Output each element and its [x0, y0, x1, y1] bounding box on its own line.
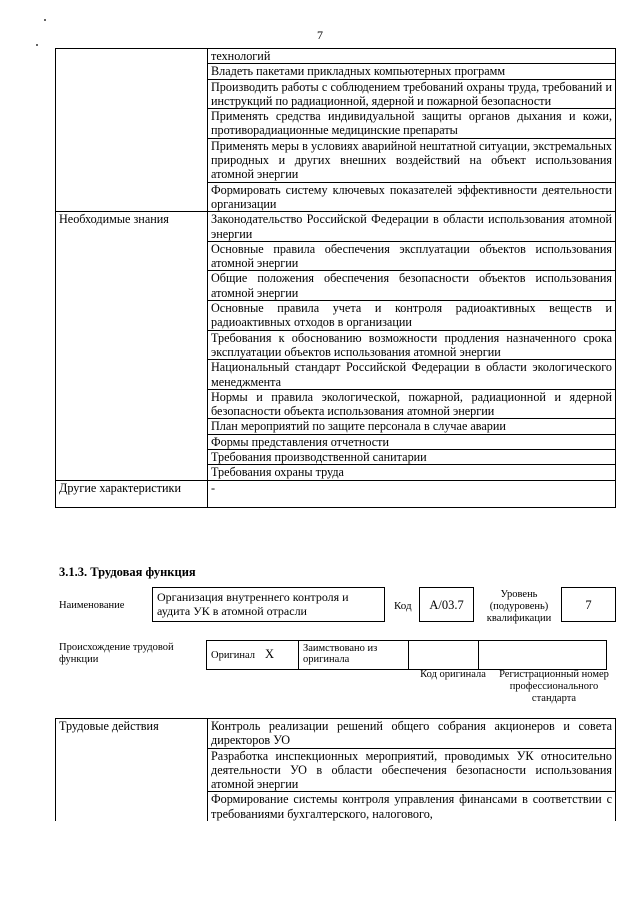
skill-item: Применять средства индивидуальной защиты органов дыхания и кожи, противорадиационные медицинские препараты: [208, 109, 616, 139]
knowledge-item: Общие положения обеспечения безопасности объектов использования атомной энергии: [208, 271, 616, 301]
skill-item: Производить работы с соблюдением требований охраны труда, требований и инструкций по радиационной, ядерной и пожарной безопасности: [208, 79, 616, 109]
action-item: Контроль реализации решений общего собрания акционеров и совета директоров УО: [208, 719, 616, 749]
knowledge-item: Требования производственной санитарии: [208, 450, 616, 465]
labor-actions-table: [55, 718, 616, 821]
borrowed-label: Заимствовано из оригинала: [299, 641, 409, 670]
reg-number-caption: Регистрационный номер профессионального стандарта: [499, 669, 609, 704]
original-cell: [207, 641, 299, 670]
knowledge-item: Национальный стандарт Российской Федерации в области экологического менеджмента: [208, 360, 616, 390]
table-row: [56, 480, 616, 507]
origin-label: Происхождение трудовой функции: [59, 642, 174, 665]
knowledge-item: Законодательство Российской Федерации в области использования атомной энергии: [208, 212, 616, 242]
table-row: [56, 49, 616, 64]
table-row: [56, 212, 616, 242]
table-row: [56, 719, 616, 749]
original-mark: X: [265, 647, 275, 661]
skill-item: Владеть пакетами прикладных компьютерных программ: [208, 64, 616, 79]
row-label-knowledge: Необходимые знания: [56, 212, 208, 480]
table-row: [207, 641, 607, 670]
skills-knowledge-table: [55, 48, 616, 508]
origin-table: [206, 640, 607, 670]
name-label: Наименование: [59, 600, 125, 611]
skill-item: Применять меры в условиях аварийной нештатной ситуации, экстремальных природных и других внешних воздействий на объект использования атомной энергии: [208, 138, 616, 182]
skill-item: технологий: [208, 49, 616, 64]
action-item: Формирование системы контроля управления финансами в соответствии с требованиями бухгалтерского, налогового,: [208, 792, 616, 821]
code-value-box: A/03.7: [419, 587, 474, 622]
knowledge-item: Основные правила учета и контроля радиоактивных веществ и радиоактивных отходов в организации: [208, 301, 616, 331]
knowledge-item: Основные правила обеспечения эксплуатации объектов использования атомной энергии: [208, 241, 616, 271]
knowledge-item: Требования охраны труда: [208, 465, 616, 480]
knowledge-item: Нормы и правила экологической, пожарной, радиационной и ядерной безопасности объекта использования атомной энергии: [208, 389, 616, 419]
page-number: 7: [317, 28, 323, 42]
scan-dot: [36, 44, 38, 46]
row-label: [56, 49, 208, 212]
origin-code-cell: [409, 641, 479, 670]
scan-dot: [44, 19, 46, 21]
other-item: -: [208, 480, 616, 507]
skill-item: Формировать систему ключевых показателей эффективности деятельности организации: [208, 182, 616, 212]
code-label: Код: [394, 600, 412, 612]
row-label-other: Другие характеристики: [56, 480, 208, 507]
function-name-box: Организация внутреннего контроля и аудита УК в атомной отрасли: [152, 587, 385, 622]
knowledge-item: Требования к обоснованию возможности продления назначенного срока эксплуатации объектов использования атомной энергии: [208, 330, 616, 360]
origin-code-caption: Код оригинала: [420, 669, 486, 680]
action-item: Разработка инспекционных мероприятий, проводимых УК относительно деятельности УО в области обеспечения безопасности использования атомной энергии: [208, 748, 616, 792]
original-label: Оригинал: [211, 650, 255, 661]
reg-number-cell: [479, 641, 607, 670]
knowledge-item: План мероприятий по защите персонала в случае аварии: [208, 419, 616, 434]
section-title: 3.1.3. Трудовая функция: [59, 565, 196, 579]
level-value-box: 7: [561, 587, 616, 622]
level-label: Уровень (подуровень) квалификации: [486, 589, 552, 624]
row-label-labor-actions: Трудовые действия: [56, 719, 208, 822]
knowledge-item: Формы представления отчетности: [208, 434, 616, 449]
